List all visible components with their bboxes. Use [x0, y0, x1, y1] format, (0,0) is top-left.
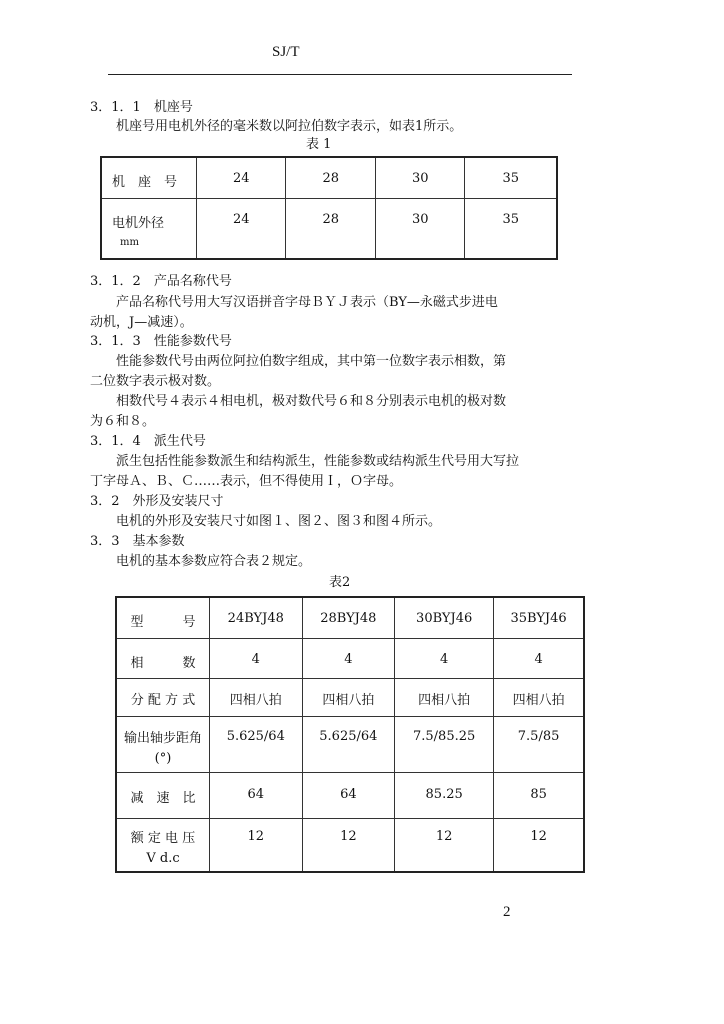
- section-3-2-text: 电机的外形及安装尺寸如图１、图２、图３和图４所示。: [116, 514, 442, 529]
- table-cell: 四相八拍: [210, 678, 303, 716]
- table-cell: 4: [210, 638, 303, 678]
- section-3-1-2-heading: 3．1．2 产品名称代号: [90, 274, 232, 289]
- table-row: [116, 638, 584, 678]
- header-rule: [108, 74, 572, 75]
- table-cell: 5.625/64: [210, 716, 303, 772]
- section-3-1-1-heading: 3．1．1 机座号: [90, 100, 193, 115]
- section-3-1-2-line2: 动机，J—减速）。: [90, 315, 193, 330]
- table-cell: 24: [197, 198, 286, 259]
- table-cell: 30: [375, 157, 464, 198]
- table-cell: 5.625/64: [302, 716, 395, 772]
- table-cell: 12: [395, 818, 494, 872]
- table-header-cell: 30BYJ46: [395, 597, 494, 638]
- section-3-1-3-p2-line2: 为６和８。: [90, 414, 156, 429]
- section-3-1-4-line2: 丁字母Ａ、Ｂ、Ｃ……表示，但不得使用Ｉ，Ｏ字母。: [90, 474, 403, 489]
- table-cell: 7.5/85.25: [395, 716, 494, 772]
- row-label: 电机外径: [112, 215, 165, 231]
- section-3-1-3-p1-line1: 性能参数代号由两位阿拉伯数字组成，其中第一位数字表示相数，第: [116, 354, 507, 369]
- table-cell-label: [116, 818, 210, 872]
- table-cell: 24: [197, 157, 286, 198]
- table-cell: 30: [375, 198, 464, 259]
- table-cell-label: 相 数: [116, 638, 210, 678]
- table-cell-label: [116, 716, 210, 772]
- row-unit-label: (°): [154, 750, 172, 766]
- table-cell-label: 型 号: [116, 597, 210, 638]
- table-cell: 7.5/85: [494, 716, 584, 772]
- row-label: 输出轴步距角: [123, 730, 202, 746]
- section-3-1-1-text: 机座号用电机外径的毫米数以阿拉伯数字表示，如表1所示。: [116, 119, 463, 134]
- table-row: [116, 772, 584, 818]
- table-cell: 64: [302, 772, 395, 818]
- table-cell: 12: [302, 818, 395, 872]
- unit-label: mm: [120, 236, 139, 248]
- table-cell: 4: [395, 638, 494, 678]
- page-number: 2: [503, 904, 511, 920]
- table-cell-label: 分 配 方 式: [116, 678, 210, 716]
- row-unit-label: V d.c: [146, 850, 180, 866]
- section-3-1-2-line1: 产品名称代号用大写汉语拼音字母ＢＹＪ表示（BY—永磁式步进电: [116, 295, 498, 310]
- table-cell: 四相八拍: [302, 678, 395, 716]
- document-code: SJ/T: [272, 44, 300, 60]
- table-row: [101, 198, 557, 259]
- table-cell: 4: [302, 638, 395, 678]
- table-header-row: [116, 597, 584, 638]
- table-row: [116, 818, 584, 872]
- table-header-cell: 24BYJ48: [210, 597, 303, 638]
- section-3-2-heading: 3．2 外形及安装尺寸: [90, 494, 224, 509]
- table-cell: 4: [494, 638, 584, 678]
- table-cell: 12: [210, 818, 303, 872]
- table-cell: 28: [286, 198, 375, 259]
- table-cell: 12: [494, 818, 584, 872]
- section-3-3-heading: 3．3 基本参数: [90, 534, 185, 549]
- table-cell: 28: [286, 157, 375, 198]
- table-cell-label: [101, 198, 197, 259]
- section-3-1-4-line1: 派生包括性能参数派生和结构派生，性能参数或结构派生代号用大写拉: [116, 454, 520, 469]
- section-3-1-3-heading: 3．1．3 性能参数代号: [90, 334, 232, 349]
- table1-caption: 表 1: [306, 137, 332, 152]
- table-cell-label: 减 速 比: [116, 772, 210, 818]
- section-3-1-3-p1-line2: 二位数字表示极对数。: [90, 374, 221, 389]
- section-3-1-4-heading: 3．1．4 派生代号: [90, 434, 206, 449]
- table-row: [101, 157, 557, 198]
- section-3-3-text: 电机的基本参数应符合表２规定。: [116, 554, 312, 569]
- table-cell: 四相八拍: [494, 678, 584, 716]
- table-header-cell: 35BYJ46: [494, 597, 584, 638]
- table-cell: 64: [210, 772, 303, 818]
- table2-caption: 表2: [329, 575, 351, 590]
- table-cell-label: 机 座 号: [101, 157, 197, 198]
- table1: [100, 156, 558, 260]
- section-3-1-3-p2-line1: 相数代号４表示４相电机，极对数代号６和８分别表示电机的极对数: [116, 394, 507, 409]
- row-label: 额 定 电 压: [130, 830, 196, 846]
- table2: [115, 596, 585, 873]
- table-header-cell: 28BYJ48: [302, 597, 395, 638]
- table-cell: 35: [465, 157, 557, 198]
- table-cell: 85.25: [395, 772, 494, 818]
- table-cell: 85: [494, 772, 584, 818]
- table-cell: 四相八拍: [395, 678, 494, 716]
- table-row: [116, 716, 584, 772]
- table-cell: 35: [465, 198, 557, 259]
- table-row: [116, 678, 584, 716]
